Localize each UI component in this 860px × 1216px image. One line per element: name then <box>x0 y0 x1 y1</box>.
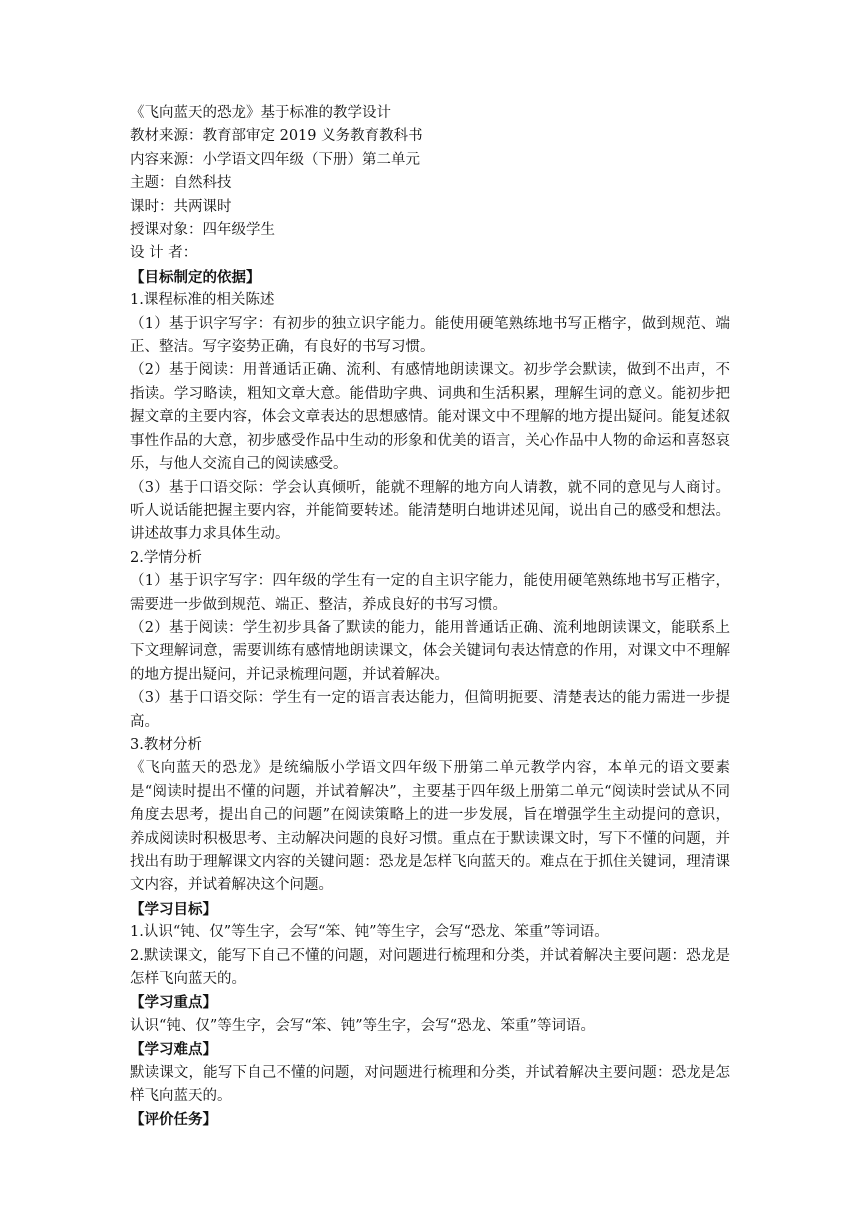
objective-item-2: 2.默读课文，能写下自己不懂的问题，对问题进行梳理和分类，并试着解决主要问题：恐龙是怎样飞向蓝天的。 <box>130 947 730 988</box>
basis-heading: 【目标制定的依据】 <box>130 268 261 286</box>
difficulties-heading: 【学习难点】 <box>130 1041 217 1059</box>
difficulties-text: 默读课文，能写下自己不懂的问题，对问题进行梳理和分类，并试着解决主要问题：恐龙是怎样飞向蓝天的。 <box>130 1064 730 1105</box>
key-points-text: 认识“钝、仅”等生字，会写“笨、钝”等生字，会写“恐龙、笨重”等词语。 <box>130 1017 595 1034</box>
document-page <box>130 102 730 1132</box>
learners-heading: 2.学情分析 <box>130 549 202 566</box>
textbook-paragraph: 《飞向蓝天的恐龙》是统编版小学语文四年级下册第二单元教学内容，本单元的语文要素是“阅读时提出不懂的问题，并试着解决”，主要基于四年级上册第二单元“阅读时尝试从不同角度去思考，提出自己的问题”在阅读策略上的进一步发展，旨在增强学生主动提问的意识，养成阅读时积极思考、主动解决问题的良好习惯。重点在于默读课文时，写下不懂的问题，并找出有助于理解课文内容的关键问题：恐龙是怎样飞向蓝天的。难点在于抓住关键词，理清课文内容，并试着解决这个问题。 <box>130 760 730 894</box>
learners-paragraph-3: （3）基于口语交际：学生有一定的语言表达能力，但简明扼要、清楚表达的能力需进一步提高。 <box>130 690 730 730</box>
document-title: 《飞向蓝天的恐龙》基于标准的教学设计 <box>130 105 391 121</box>
material-source: 教材来源：教育部审定 2019 义务教育教科书 <box>130 128 423 145</box>
designer: 设 计 者： <box>130 245 198 262</box>
key-points-heading: 【学习重点】 <box>130 994 217 1012</box>
objectives-heading: 【学习目标】 <box>130 900 217 918</box>
standards-paragraph-1: （1）基于识字写字：有初步的独立识字能力。能使用硬笔熟练地书写正楷字，做到规范、端正、整洁。写字姿势正确，有良好的书写习惯。 <box>130 315 730 356</box>
content-source: 内容来源：小学语文四年级（下册）第二单元 <box>130 151 420 168</box>
objective-item-1: 1.认识“钝、仅”等生字，会写“笨、钝”等生字，会写“恐龙、笨重”等词语。 <box>130 924 609 941</box>
standards-heading: 1.课程标准的相关陈述 <box>130 292 275 309</box>
textbook-heading: 3.教材分析 <box>130 736 202 753</box>
audience: 授课对象：四年级学生 <box>130 222 275 239</box>
assessment-heading: 【评价任务】 <box>130 1111 217 1129</box>
lessons: 课时：共两课时 <box>130 198 232 215</box>
learners-paragraph-2: （2）基于阅读：学生初步具备了默读的能力，能用普通话正确、流利地朗读课文，能联系上下文理解词意，需要训练有感情地朗读课文，体会关键词句表达情意的作用，对课文中不理解的地方提出疑问，并记录梳理问题，并试着解决。 <box>130 619 730 683</box>
standards-paragraph-3: （3）基于口语交际：学会认真倾听，能就不理解的地方向人请教，就不同的意见与人商讨。听人说话能把握主要内容，并能简要转述。能清楚明白地讲述见闻，说出自己的感受和想法。讲述故事力求具体生动。 <box>130 479 730 543</box>
learners-paragraph-1: （1）基于识字写字：四年级的学生有一定的自主识字能力，能使用硬笔熟练地书写正楷字，需要进一步做到规范、端正、整洁，养成良好的书写习惯。 <box>130 573 730 613</box>
theme: 主题：自然科技 <box>130 175 232 192</box>
standards-paragraph-2: （2）基于阅读：用普通话正确、流利、有感情地朗读课文。初步学会默读，做到不出声，不指读。学习略读，粗知文章大意。能借助字典、词典和生活积累，理解生词的意义。能初步把握文章的主要内容，体会文章表达的思想感情。能对课文中不理解的地方提出疑问。能复述叙事性作品的大意，初步感受作品中生动的形象和优美的语言，关心作品中人物的命运和喜怒哀乐，与他人交流自己的阅读感受。 <box>130 362 730 473</box>
